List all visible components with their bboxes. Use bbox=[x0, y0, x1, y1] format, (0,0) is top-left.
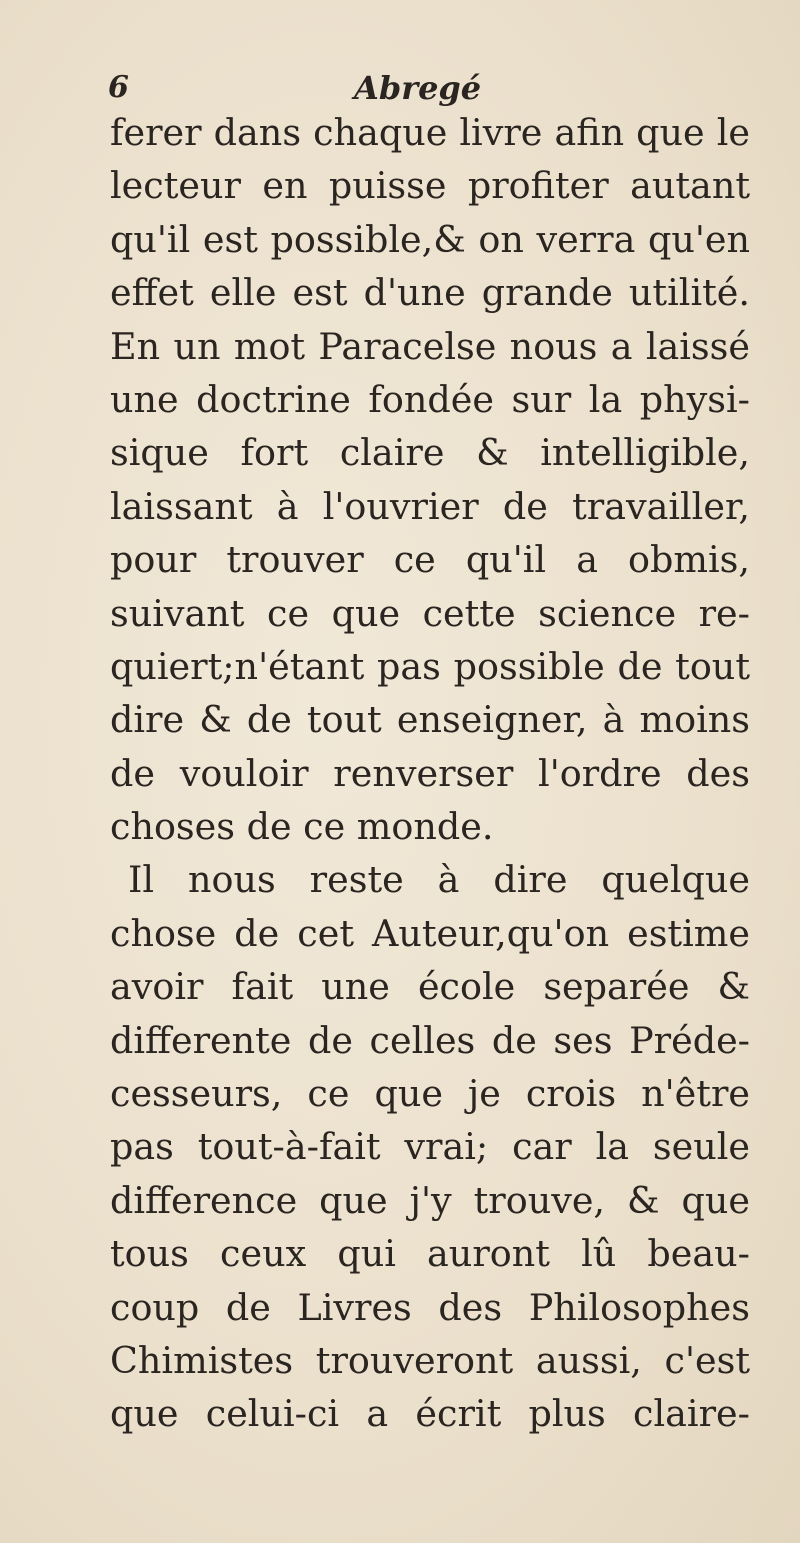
text-line: chose de cet Auteur,qu'on estime bbox=[110, 911, 750, 955]
running-head: Abregé bbox=[354, 69, 482, 107]
text-line: En un mot Paracelse nous a laissé bbox=[110, 324, 750, 368]
text-line: sique fort claire & intelligible, bbox=[110, 431, 750, 475]
text-line: difference que j'y trouve, & que bbox=[110, 1178, 750, 1222]
text-line: tous ceux qui auront lû beau- bbox=[110, 1232, 750, 1276]
text-line: dire & de tout enseigner, à moins bbox=[110, 698, 750, 742]
text-line: Chimistes trouveront aussi, c'est bbox=[110, 1338, 750, 1382]
text-line: cesseurs, ce que je crois n'être bbox=[110, 1072, 750, 1116]
text-line: avoir fait une école separée & bbox=[110, 965, 750, 1009]
text-line: de vouloir renverser l'ordre des bbox=[110, 751, 750, 795]
text-line: differente de celles de ses Préde- bbox=[110, 1018, 750, 1062]
text-line: lecteur en puisse profiter autant bbox=[110, 164, 750, 208]
text-line: pas tout-à-fait vrai; car la seule bbox=[110, 1125, 750, 1169]
text-line: ferer dans chaque livre afin que le bbox=[110, 111, 750, 154]
paragraph-start-line: Il nous reste à dire quelque bbox=[128, 858, 750, 902]
text-line: suivant ce que cette science re- bbox=[110, 591, 750, 635]
text-line: laissant à l'ouvrier de travailler, bbox=[110, 484, 750, 528]
text-line: coup de Livres des Philosophes bbox=[110, 1285, 750, 1329]
text-line: effet elle est d'une grande utilité. bbox=[110, 271, 750, 315]
body-text bbox=[110, 106, 750, 1441]
text-line: que celui-ci a écrit plus claire- bbox=[110, 1392, 750, 1436]
text-line: une doctrine fondée sur la physi- bbox=[110, 377, 750, 421]
text-line: pour trouver ce qu'il a obmis, bbox=[110, 538, 750, 582]
page-number: 6 bbox=[108, 70, 129, 105]
text-line: qu'il est possible,& on verra qu'en bbox=[110, 217, 750, 261]
page-header bbox=[108, 66, 708, 110]
text-line: quiert;n'étant pas possible de tout bbox=[110, 644, 750, 688]
paragraph-end-line: choses de ce monde. bbox=[110, 805, 494, 849]
